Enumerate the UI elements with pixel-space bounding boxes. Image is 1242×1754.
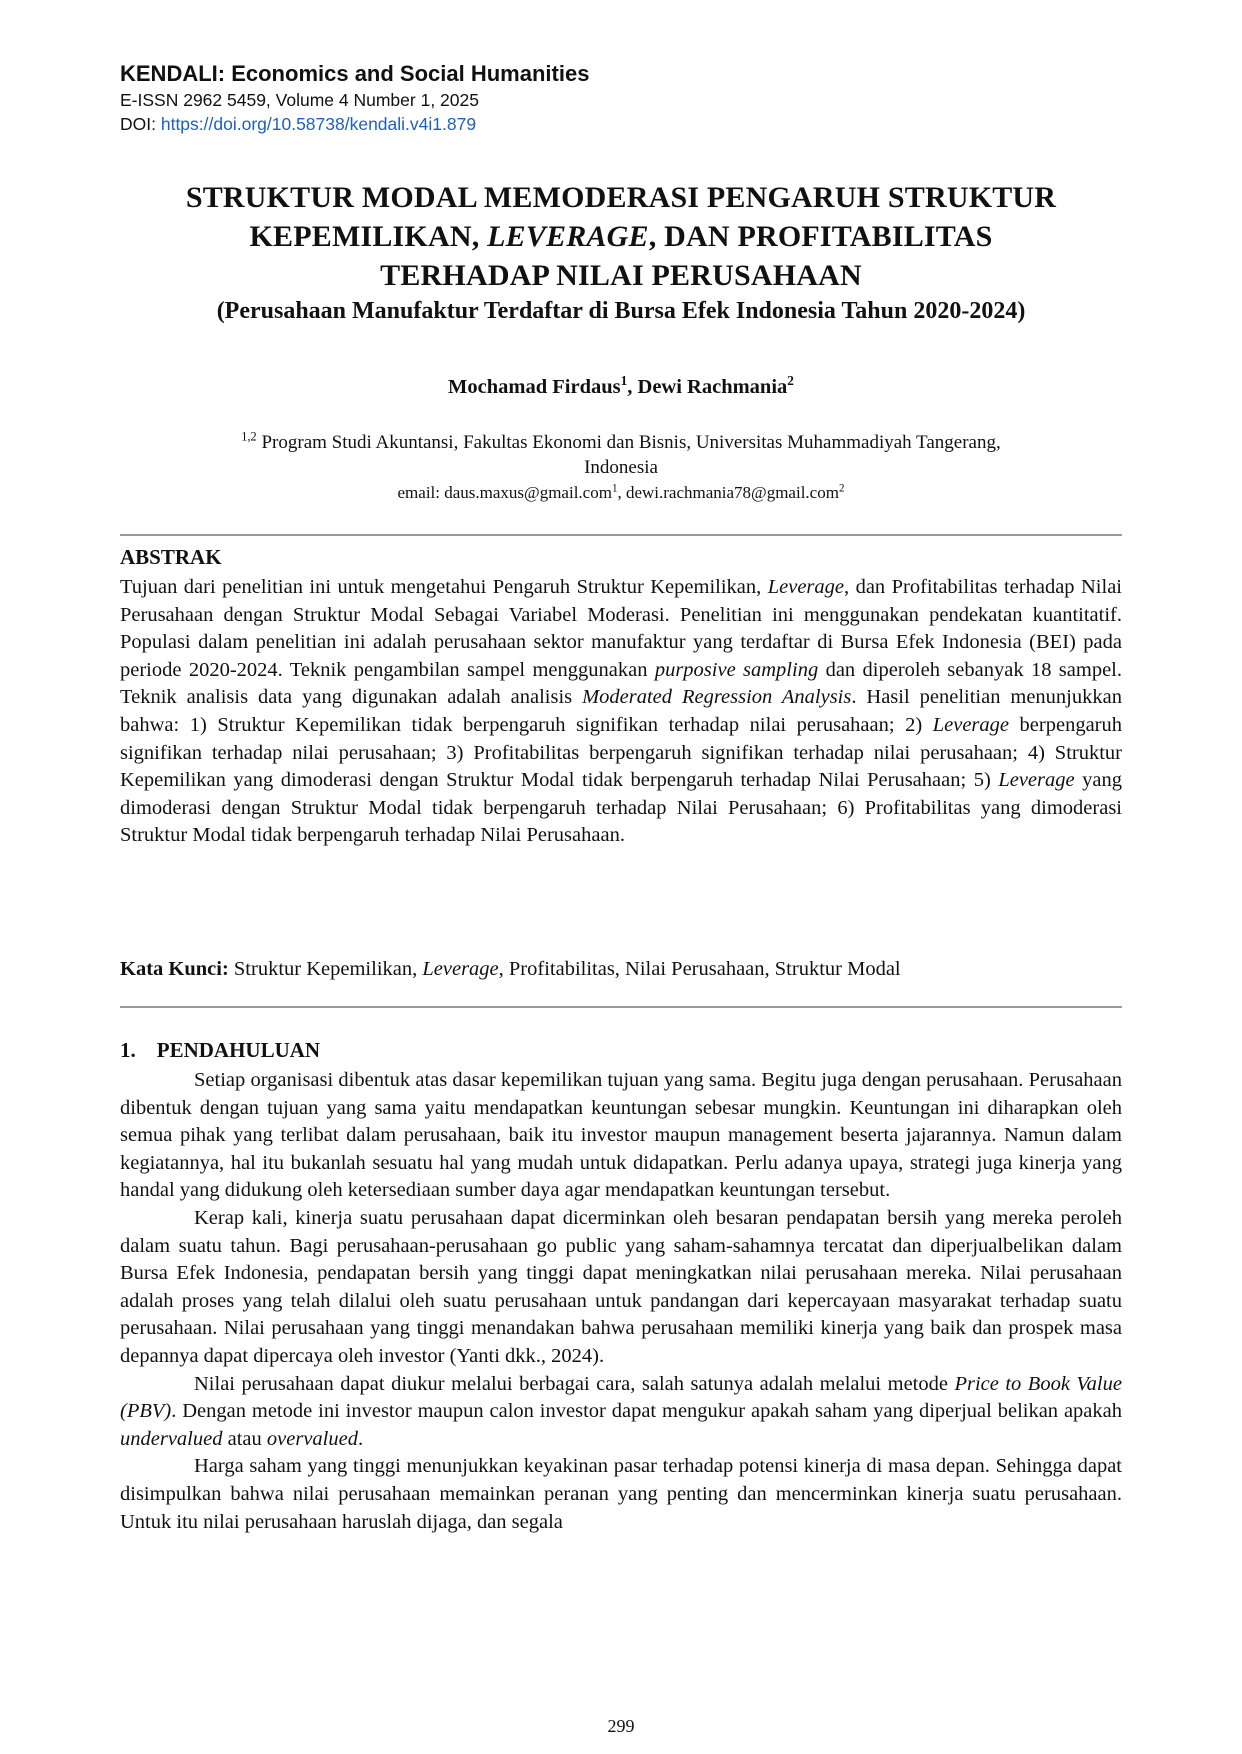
abstract-text: Tujuan dari penelitian ini untuk mengetahui Pengaruh Struktur Kepemilikan, Leverage, dan Profitabilitas terhadap Nilai Perusahaan dengan Struktur Modal Sebagai Variabel Moderasi. Penelitian ini menggunakan pendekatan kuantitatif. Populasi dalam penelitian ini adalah perusahaan sektor manufaktur yang terdaftar di Bursa Efek Indonesia (BEI) pada periode 2020-2024. Teknik pengambilan sampel menggunakan purposive sampling dan diperoleh sebanyak 18 sampel. Teknik analisis data yang digunakan adalah analisis Moderated Regression Analysis. Hasil penelitian menunjukkan bahwa: 1) Struktur Kepemilikan tidak berpengaruh signifikan terhadap nilai perusahaan; 2) Leverage berpengaruh signifikan terhadap nilai perusahaan; 3) Profitabilitas berpengaruh signifikan terhadap nilai perusahaan; 4) Struktur Kepemilikan yang dimoderasi dengan Struktur Modal tidak berpengaruh terhadap Nilai Perusahaan; 5) Leverage yang dimoderasi dengan Struktur Modal tidak berpengaruh terhadap Nilai Perusahaan; 6) Profitabilitas yang dimoderasi Struktur Modal tidak berpengaruh terhadap Nilai Perusahaan. <box>120 576 1122 847</box>
paper-subtitle: (Perusahaan Manufaktur Terdaftar di Bursa Efek Indonesia Tahun 2020-2024) <box>216 298 1026 324</box>
title-line-2: KEPEMILIKAN, LEVERAGE, DAN PROFITABILITAS <box>249 220 993 253</box>
doi-link[interactable]: https://doi.org/10.58738/kendali.v4i1.879 <box>160 114 477 134</box>
doi-label: DOI: <box>120 114 161 134</box>
section-heading-pendahuluan: 1. PENDAHULUAN <box>120 1038 321 1062</box>
keywords: Kata Kunci: Struktur Kepemilikan, Leverage, Profitabilitas, Nilai Perusahaan, Struktur Modal <box>120 958 901 980</box>
affiliation-line-2: Indonesia <box>584 457 658 478</box>
journal-doi <box>120 112 589 136</box>
divider-bottom <box>120 1006 1122 1008</box>
section-body <box>120 1067 1122 1536</box>
title-line-1: STRUKTUR MODAL MEMODERASI PENGARUH STRUKTUR <box>185 181 1057 214</box>
paper-title-block <box>120 178 1122 327</box>
divider-top <box>120 534 1122 536</box>
affiliation <box>120 430 1122 505</box>
journal-issn: E-ISSN 2962 5459, Volume 4 Number 1, 2025 <box>120 90 479 110</box>
author-1: Mochamad Firdaus <box>448 376 621 398</box>
abstract-heading: ABSTRAK <box>120 545 222 569</box>
paragraph-1: Setiap organisasi dibentuk atas dasar kepemilikan tujuan yang sama. Begitu juga dengan perusahaan. Perusahaan dibentuk dengan tujuan yang sama yaitu mendapatkan keuntungan sebesar mungkin. Keuntungan ini diharapkan oleh semua pihak yang terlibat dalam perusahaan, baik itu investor maupun management beserta jajarannya. Namun dalam kegiatannya, hal itu bukanlah sesuatu hal yang mudah untuk didapatkan. Perlu adanya upaya, strategi juga kinerja yang handal yang didukung oleh ketersediaan sumber daya agar mendapatkan keuntungan tersebut. <box>120 1069 1122 1202</box>
affiliation-line-1: $^{1,2}$ Program Studi Akuntansi, Fakultas Ekonomi dan Bisnis, Universitas Muhammadiyah Tangerang, <box>241 429 1001 453</box>
page-number: 299 <box>607 1716 635 1736</box>
title-leverage: LEVERAGE <box>487 220 649 253</box>
journal-name: KENDALI: Economics and Social Humanities <box>120 61 590 86</box>
author-list: Mochamad Firdaus$^1$, Dewi Rachmania$^2$ <box>448 373 794 398</box>
paragraph-2: Kerap kali, kinerja suatu perusahaan dapat dicerminkan oleh besaran pendapatan bersih yang mereka peroleh dalam suatu tahun. Bagi perusahaan-perusahaan go public yang saham-sahamnya tercatat dan diperjualbelikan dalam Bursa Efek Indonesia, pendapatan bersih yang tinggi dapat meningkatkan nilai perusahaan mereka. Nilai perusahaan adalah proses yang telah dilalui oleh suatu perusahaan untuk pandangan dari kepercayaan masyarakat terhadap suatu perusahaan. Nilai perusahaan yang tinggi menandakan bahwa perusahaan memiliki kinerja yang baik dan prospek masa depannya dapat dipercaya oleh investor (Yanti dkk., 2024). <box>120 1206 1122 1367</box>
author-2: Dewi Rachmania <box>637 376 788 398</box>
paragraph-4: Harga saham yang tinggi menunjukkan keyakinan pasar terhadap potensi kinerja di masa depan. Sehingga dapat disimpulkan bahwa nilai perusahaan memainkan peranan yang penting dan mencerminkan kinerja suatu perusahaan. Untuk itu nilai perusahaan haruslah dijaga, dan segala <box>120 1455 1122 1533</box>
paragraph-3: Nilai perusahaan dapat diukur melalui berbagai cara, salah satunya adalah melalui metode Price to Book Value (PBV). Dengan metode ini investor maupun calon investor dapat mengukur apakah saham yang diperjual belikan apakah undervalued atau overvalued. <box>120 1372 1122 1450</box>
author-emails: email: daus.maxus@gmail.com$^1$, dewi.rachmania78@gmail.com$^2$ <box>397 482 845 502</box>
title-line-3: TERHADAP NILAI PERUSAHAAN <box>380 259 862 292</box>
journal-header <box>120 60 589 136</box>
keywords-label: Kata Kunci: <box>120 958 229 980</box>
